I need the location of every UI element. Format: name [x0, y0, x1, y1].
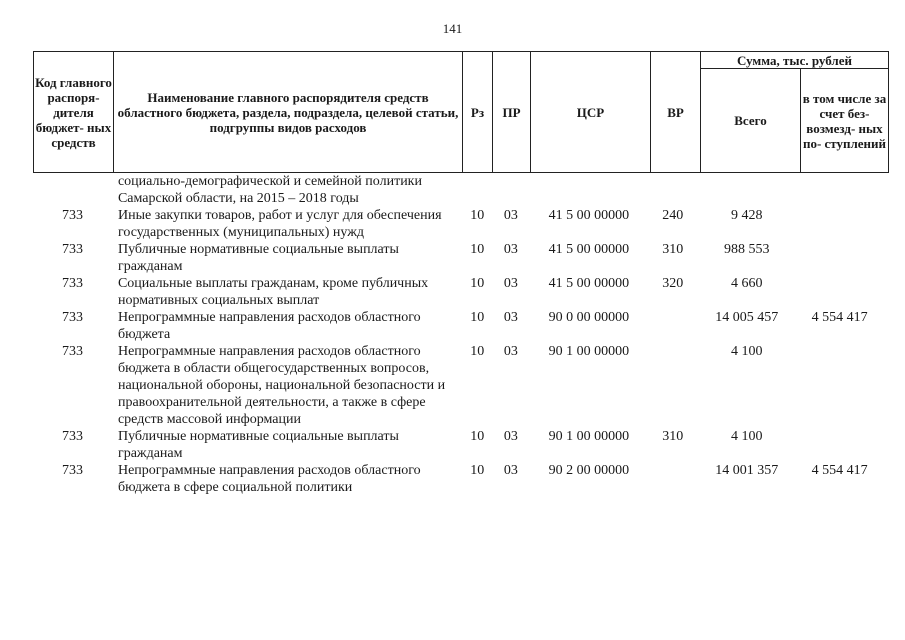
cell-rz: 10: [470, 463, 485, 478]
cell-code: 733: [61, 310, 83, 325]
cell-incl: [796, 275, 883, 309]
cell-vr: [648, 309, 697, 343]
cell-csr: [530, 173, 648, 207]
cell-pr: 03: [503, 208, 518, 223]
cell-total: 4 100: [731, 344, 763, 359]
table-row: [33, 428, 883, 462]
cell-vr: 320: [662, 276, 684, 291]
header-code: Код главного распоря- дителя бюджет- ных средств: [34, 52, 114, 173]
cell-incl: [796, 207, 883, 241]
cell-name: Непрограммные направления расходов областного бюджета в области общегосударственных вопросов, национальной обороны, национальной безопасности и правоохранительной деятельности, а также в сфере средств массовой информации: [117, 344, 446, 427]
cell-code: 733: [61, 463, 83, 478]
cell-pr: 03: [503, 344, 518, 359]
cell-incl: [796, 343, 883, 428]
header-vr: ВР: [651, 52, 701, 173]
cell-pr: 03: [503, 463, 518, 478]
header-incl: в том числе за счет без- возмезд- ных по- ступлений: [801, 69, 889, 173]
table-header: [33, 51, 889, 173]
cell-total: 4 660: [731, 276, 763, 291]
table-row: [33, 309, 883, 343]
cell-csr: 41 5 00 00000: [548, 276, 630, 291]
cell-vr: [648, 173, 697, 207]
cell-name: Непрограммные направления расходов областного бюджета: [117, 310, 421, 342]
table-row: [33, 462, 883, 496]
table-row: [33, 173, 883, 207]
cell-code: 733: [61, 208, 83, 223]
cell-code: 733: [61, 276, 83, 291]
cell-csr: 90 1 00 00000: [548, 429, 630, 444]
cell-rz: 10: [470, 276, 485, 291]
cell-name: Непрограммные направления расходов областного бюджета в сфере социальной политики: [117, 463, 421, 495]
cell-total: 14 005 457: [715, 310, 779, 325]
page-number: 141: [442, 21, 463, 36]
cell-pr: 03: [503, 276, 518, 291]
cell-name: Иные закупки товаров, работ и услуг для обеспечения государственных (муниципальных) нужд: [117, 208, 442, 240]
cell-code: [33, 173, 112, 207]
cell-vr: 240: [662, 208, 684, 223]
cell-name: Социальные выплаты гражданам, кроме публичных нормативных социальных выплат: [117, 276, 429, 308]
cell-csr: 41 5 00 00000: [548, 242, 630, 257]
cell-incl: 4 554 417: [811, 310, 868, 325]
cell-csr: 41 5 00 00000: [548, 208, 630, 223]
cell-csr: 90 1 00 00000: [548, 344, 630, 359]
cell-code: 733: [61, 242, 83, 257]
cell-incl: [796, 173, 883, 207]
cell-pr: 03: [503, 429, 518, 444]
cell-total: [697, 173, 796, 207]
header-name: Наименование главного распорядителя средств областного бюджета, раздела, подраздела, целевой статьи, подгруппы видов расходов: [114, 52, 463, 173]
cell-total: 988 553: [724, 242, 770, 257]
cell-name: социально-демографической и семейной политики Самарской области, на 2015 – 2018 годы: [117, 174, 422, 206]
cell-pr: 03: [503, 242, 518, 257]
header-pr: ПР: [493, 52, 531, 173]
cell-incl: 4 554 417: [811, 463, 868, 478]
cell-code: 733: [61, 429, 83, 444]
cell-name: Публичные нормативные социальные выплаты гражданам: [117, 242, 399, 274]
cell-incl: [796, 241, 883, 275]
header-rz: Рз: [463, 52, 493, 173]
cell-rz: [462, 173, 492, 207]
cell-pr: [492, 173, 530, 207]
header-total: Всего: [701, 69, 801, 173]
header-sum: Сумма, тыс. рублей: [701, 52, 889, 69]
cell-total: 4 100: [731, 429, 763, 444]
cell-total: 9 428: [731, 208, 763, 223]
cell-rz: 10: [470, 208, 485, 223]
table-body: [33, 173, 883, 496]
cell-rz: 10: [470, 429, 485, 444]
cell-name: Публичные нормативные социальные выплаты гражданам: [117, 429, 399, 461]
cell-vr: 310: [662, 242, 684, 257]
cell-csr: 90 2 00 00000: [548, 463, 630, 478]
cell-vr: 310: [662, 429, 684, 444]
table-row: [33, 343, 883, 428]
cell-rz: 10: [470, 242, 485, 257]
cell-total: 14 001 357: [715, 463, 779, 478]
cell-code: 733: [61, 344, 83, 359]
cell-rz: 10: [470, 344, 485, 359]
cell-incl: [796, 428, 883, 462]
cell-vr: [648, 343, 697, 428]
cell-rz: 10: [470, 310, 485, 325]
table-row: [33, 207, 883, 241]
table-row: [33, 241, 883, 275]
header-csr: ЦСР: [531, 52, 651, 173]
cell-vr: [648, 462, 697, 496]
table-row: [33, 275, 883, 309]
cell-pr: 03: [503, 310, 518, 325]
cell-csr: 90 0 00 00000: [548, 310, 630, 325]
